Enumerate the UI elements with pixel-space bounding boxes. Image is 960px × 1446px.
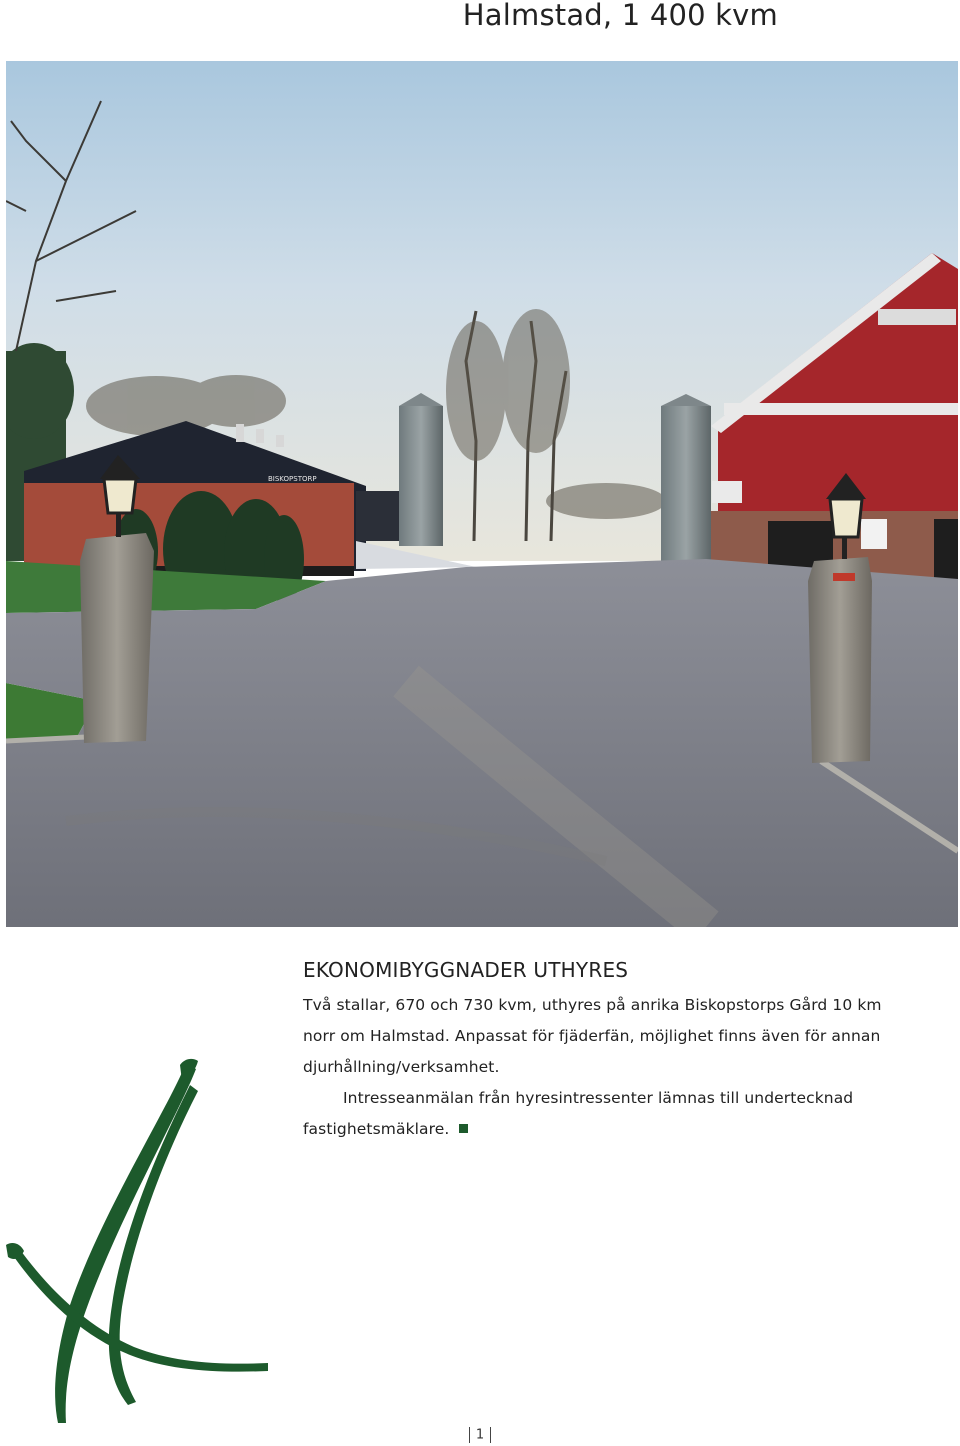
end-mark-icon <box>459 1124 468 1133</box>
page-title: Halmstad, 1 400 kvm <box>462 0 778 32</box>
farm-photo <box>6 61 958 927</box>
article-paragraph-2-text: Intresseanmälan från hyresintressenter lämnas till undertecknad fastighetsmäklare. <box>303 1089 854 1138</box>
page-number-divider-right <box>490 1427 491 1443</box>
article-paragraph-1: Två stallar, 670 och 730 kvm, uthyres på anrika Biskopstorps Gård 10 km norr om Halmstad. Anpassat för fjäderfän, möjlighet finns även för annan djurhållning/verksamhet. <box>303 996 882 1076</box>
page-number-divider-left <box>469 1427 470 1443</box>
barn-sign: BISKOPSTORP <box>268 475 317 483</box>
page-number <box>0 1427 960 1443</box>
article-heading: EKONOMIBYGGNADER UTHYRES <box>303 958 629 982</box>
stylized-a-logo-icon <box>0 1055 280 1439</box>
article-paragraph-2 <box>303 1083 893 1145</box>
article <box>303 956 893 1145</box>
page-number-value: 1 <box>475 1427 485 1443</box>
